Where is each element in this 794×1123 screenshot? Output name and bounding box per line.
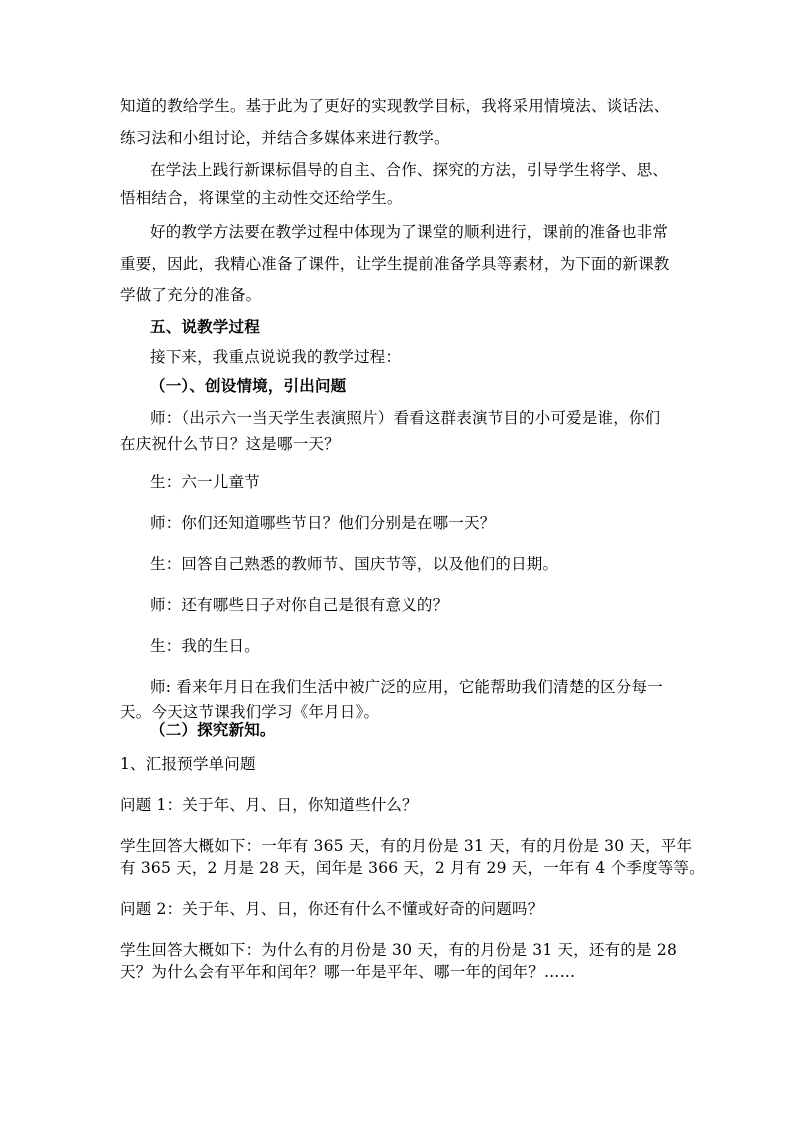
question-line: 问题 1：关于年、月、日，你知道些什么？ <box>120 796 418 814</box>
subsection-heading: （二）探究新知。 <box>150 720 276 739</box>
paragraph-line: 悟相结合，将课堂的主动性交还给学生。 <box>120 189 403 207</box>
paragraph-line: 知道的教给学生。基于此为了更好的实现教学目标，我将采用情境法、谈话法、 <box>120 97 670 115</box>
paragraph-line: 在学法上践行新课标倡导的自主、合作、探究的方法，引导学生将学、思、 <box>150 161 669 179</box>
paragraph-line: 学做了充分的准备。 <box>120 286 262 304</box>
answer-line: 学生回答大概如下：为什么有的月份是 30 天，有的月份是 31 天，还有的是 28 <box>120 941 678 959</box>
section-heading: 五、说教学过程 <box>150 317 260 336</box>
subsection-heading: （一）、创设情境，引出问题 <box>150 376 347 395</box>
dialogue-line: 师：你们还知道哪些节日？他们分别是在哪一天？ <box>150 514 496 532</box>
answer-line: 学生回答大概如下：一年有 365 天，有的月份是 31 天，有的月份是 30 天，平年 <box>120 837 693 855</box>
dialogue-line: 在庆祝什么节日？这是哪一天？ <box>120 435 340 453</box>
dialogue-line: 师：还有哪些日子对你自己是很有意义的？ <box>150 596 449 614</box>
answer-line: 天？为什么会有平年和闰年？哪一年是平年、哪一年的闰年？…… <box>120 963 576 981</box>
dialogue-line: 天。今天这节课我们学习《年月日》。 <box>120 703 380 721</box>
paragraph-line: 重要，因此，我精心准备了课件，让学生提前准备学具等素材，为下面的新课教 <box>120 255 670 273</box>
dialogue-line: 师：（出示六一当天学生表演照片）看看这群表演节目的小可爱是谁，你们 <box>150 409 661 427</box>
paragraph-line: 接下来，我重点说说我的教学过程： <box>150 348 402 366</box>
dialogue-line: 生：六一儿童节 <box>150 473 260 491</box>
question-line: 问题 2：关于年、月、日，你还有什么不懂或好奇的问题吗？ <box>120 900 544 918</box>
paragraph-line: 练习法和小组讨论，并结合多媒体来进行教学。 <box>120 129 450 147</box>
dialogue-line: 师: 看来年月日在我们生活中被广泛的应用，它能帮助我们清楚的区分每一 <box>150 678 663 696</box>
dialogue-line: 生：回答自己熟悉的教师节、国庆节等，以及他们的日期。 <box>150 555 559 573</box>
numbered-item: 1、汇报预学单问题 <box>120 755 256 773</box>
paragraph-line: 好的教学方法要在教学过程中体现为了课堂的顺利进行，课前的准备也非常 <box>150 223 669 241</box>
dialogue-line: 生：我的生日。 <box>150 637 260 655</box>
answer-line: 有 365 天，2 月是 28 天，闰年是 366 天，2 月有 29 天，一年有 4 个季度等等。 <box>120 859 705 877</box>
